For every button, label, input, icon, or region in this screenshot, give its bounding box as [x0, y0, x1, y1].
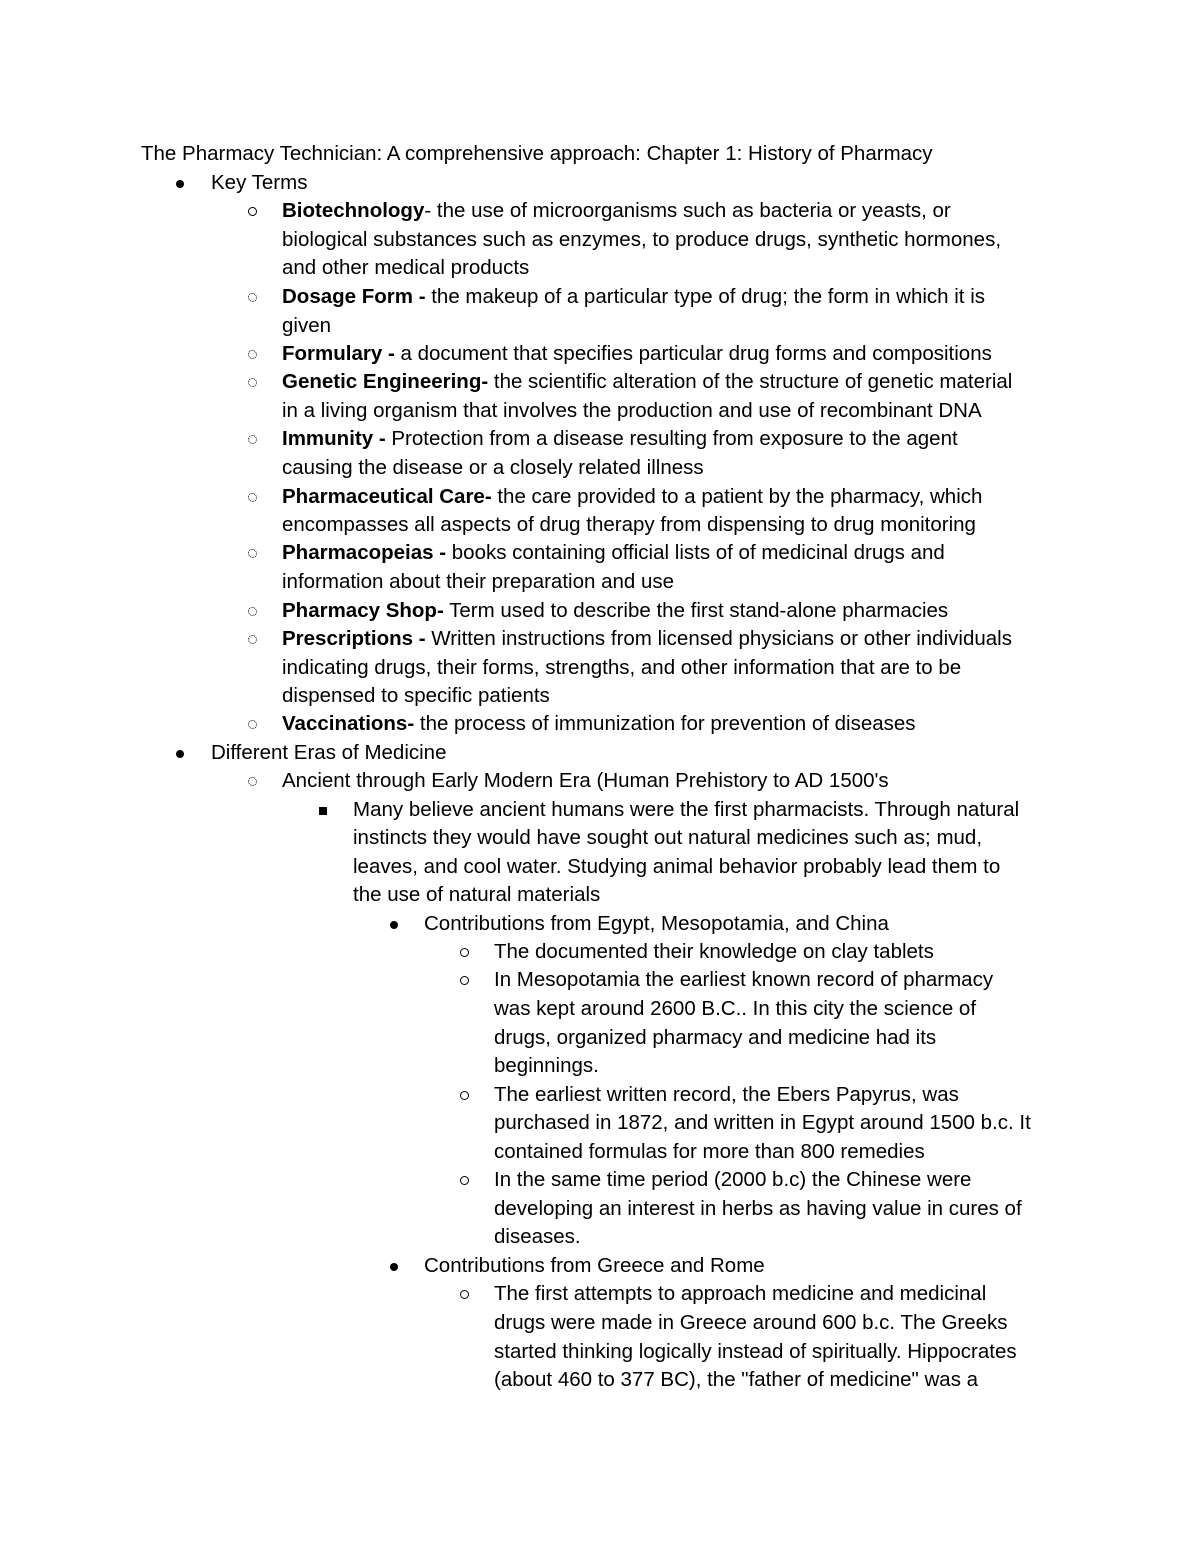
- circle-bullet-icon: [460, 1166, 476, 1194]
- greece-heading: Contributions from Greece and Rome: [424, 1254, 765, 1277]
- greece-point-cont: drugs were made in Greece around 600 b.c. The Greeks: [494, 1311, 1008, 1334]
- egypt-item: [0, 910, 1200, 938]
- ancient-intro-cont: instincts they would have sought out natural medicines such as; mud,: [353, 826, 983, 849]
- egypt-heading: Contributions from Egypt, Mesopotamia, and China: [424, 912, 889, 935]
- term-label: Biotechnology: [282, 199, 425, 222]
- term-formulary: Formulary - a document that specifies particular drug forms and compositions: [0, 340, 1200, 368]
- circle-bullet-icon: [460, 966, 476, 994]
- greece-point: The first attempts to approach medicine and medicinal: [0, 1280, 1200, 1308]
- term-label: Pharmacy Shop-: [282, 599, 444, 622]
- term-label: Vaccinations-: [282, 712, 415, 735]
- greece-point-cont: started thinking logically instead of spiritually. Hippocrates: [494, 1340, 1017, 1363]
- circle-bullet-icon: [460, 1280, 476, 1308]
- ancient-era-heading: Ancient through Early Modern Era (Human Prehistory to AD 1500's: [282, 769, 889, 792]
- term-immunity: Immunity - Protection from a disease resulting from exposure to the agent: [0, 425, 1200, 453]
- eras-item: [0, 739, 1200, 767]
- egypt-point-cont: developing an interest in herbs as having value in cures of: [494, 1197, 1022, 1220]
- term-label: Genetic Engineering-: [282, 370, 489, 393]
- egypt-point-cont: purchased in 1872, and written in Egypt around 1500 b.c. It: [494, 1111, 1031, 1134]
- term-pharmacopeias-cont: information about their preparation and use: [282, 570, 675, 593]
- egypt-point-cont: diseases.: [494, 1225, 581, 1248]
- dotted-circle-bullet-icon: [248, 368, 264, 396]
- term-label: Immunity -: [282, 427, 386, 450]
- greece-item: [0, 1252, 1200, 1280]
- term-label: Dosage Form -: [282, 285, 426, 308]
- dotted-circle-bullet-icon: [248, 767, 264, 795]
- term-label: Formulary -: [282, 342, 395, 365]
- term-label: Pharmaceutical Care-: [282, 485, 492, 508]
- term-pharmaceutical-care-cont: encompasses all aspects of drug therapy from dispensing to drug monitoring: [282, 513, 976, 536]
- egypt-point: The documented their knowledge on clay tablets: [0, 938, 1200, 966]
- disc-bullet-icon: [176, 739, 192, 767]
- dotted-circle-bullet-icon: [248, 483, 264, 511]
- dotted-circle-bullet-icon: [248, 283, 264, 311]
- key-terms-heading: Key Terms: [211, 171, 308, 194]
- eras-heading: Different Eras of Medicine: [211, 741, 447, 764]
- term-prescriptions-cont: indicating drugs, their forms, strengths, and other information that are to be: [282, 656, 962, 679]
- ancient-intro-cont: the use of natural materials: [353, 883, 601, 906]
- dotted-circle-bullet-icon: [248, 425, 264, 453]
- egypt-point-cont: contained formulas for more than 800 remedies: [494, 1140, 925, 1163]
- term-pharmacopeias: Pharmacopeias - books containing official lists of of medicinal drugs and: [0, 539, 1200, 567]
- dotted-circle-bullet-icon: [248, 710, 264, 738]
- greece-point-cont: (about 460 to 377 BC), the "father of medicine" was a: [494, 1368, 979, 1391]
- term-dosage-form-cont: given: [282, 314, 332, 337]
- egypt-point: In Mesopotamia the earliest known record of pharmacy: [0, 966, 1200, 994]
- egypt-point-cont: beginnings.: [494, 1054, 599, 1077]
- circle-bullet-icon: [248, 197, 264, 225]
- egypt-point: The earliest written record, the Ebers Papyrus, was: [0, 1081, 1200, 1109]
- term-prescriptions: Prescriptions - Written instructions from licensed physicians or other individuals: [0, 625, 1200, 653]
- key-terms-item: [0, 169, 1200, 197]
- term-genetic-engineering-cont: in a living organism that involves the production and use of recombinant DNA: [282, 399, 982, 422]
- term-vaccinations: Vaccinations- the process of immunization for prevention of diseases: [0, 710, 1200, 738]
- egypt-point-cont: was kept around 2600 B.C.. In this city the science of: [494, 997, 977, 1020]
- egypt-point-cont: drugs, organized pharmacy and medicine had its: [494, 1026, 937, 1049]
- egypt-point: In the same time period (2000 b.c) the Chinese were: [0, 1166, 1200, 1194]
- term-prescriptions-cont: dispensed to specific patients: [282, 684, 550, 707]
- term-pharmaceutical-care: Pharmaceutical Care- the care provided to a patient by the pharmacy, which: [0, 483, 1200, 511]
- document-title: The Pharmacy Technician: A comprehensive approach: Chapter 1: History of Pharmacy: [141, 142, 933, 165]
- term-biotechnology: Biotechnology- the use of microorganisms such as bacteria or yeasts, or: [0, 197, 1200, 225]
- term-genetic-engineering: Genetic Engineering- the scientific alteration of the structure of genetic material: [0, 368, 1200, 396]
- circle-bullet-icon: [460, 938, 476, 966]
- dotted-circle-bullet-icon: [248, 625, 264, 653]
- circle-bullet-icon: [460, 1081, 476, 1109]
- term-biotechnology-cont: and other medical products: [282, 256, 530, 279]
- ancient-intro-cont: leaves, and cool water. Studying animal behavior probably lead them to: [353, 855, 1001, 878]
- term-biotechnology-cont: biological substances such as enzymes, to produce drugs, synthetic hormones,: [282, 228, 1002, 251]
- dotted-circle-bullet-icon: [248, 597, 264, 625]
- dotted-circle-bullet-icon: [248, 340, 264, 368]
- disc-bullet-icon: [176, 169, 192, 197]
- ancient-era-item: [0, 767, 1200, 795]
- disc-bullet-icon: [390, 1252, 406, 1280]
- square-bullet-icon: [318, 796, 334, 824]
- term-label: Prescriptions -: [282, 627, 426, 650]
- term-pharmacy-shop: Pharmacy Shop- Term used to describe the first stand-alone pharmacies: [0, 597, 1200, 625]
- term-immunity-cont: causing the disease or a closely related illness: [282, 456, 704, 479]
- ancient-intro-item: Many believe ancient humans were the first pharmacists. Through natural: [0, 796, 1200, 824]
- disc-bullet-icon: [390, 910, 406, 938]
- term-label: Pharmacopeias -: [282, 541, 447, 564]
- dotted-circle-bullet-icon: [248, 539, 264, 567]
- term-dosage-form: Dosage Form - the makeup of a particular type of drug; the form in which it is: [0, 283, 1200, 311]
- document-title-line: [0, 140, 1200, 168]
